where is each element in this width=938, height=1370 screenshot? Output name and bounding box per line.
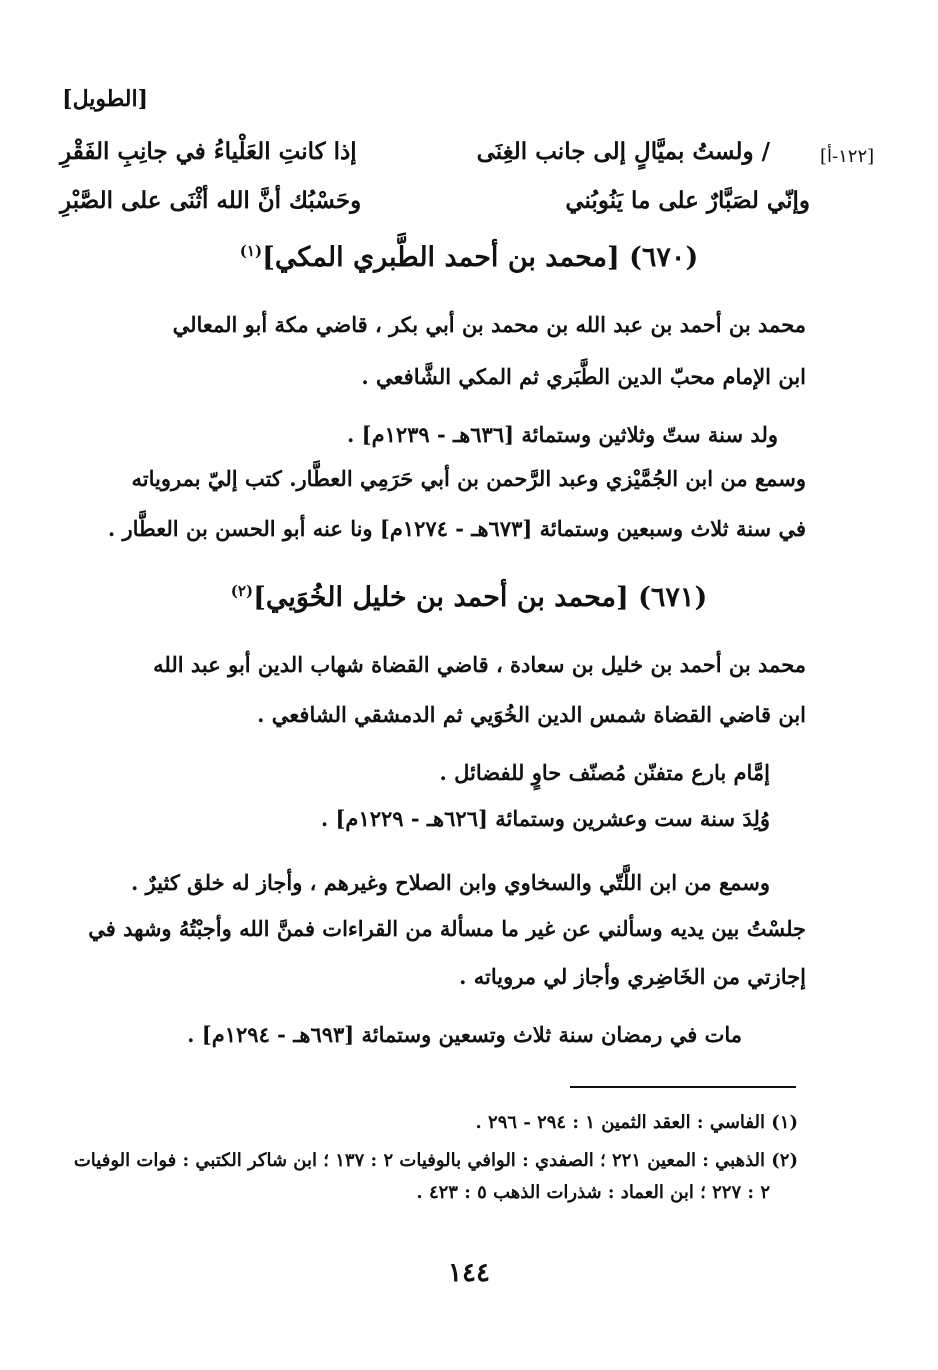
entry-671-line-7: إجازتي من الخَاضِري وأجاز لي مروياته . <box>459 964 806 989</box>
entry-671-title: (٦٧١) [محمد بن أحمد بن خليل الخُوَيي] <box>253 582 708 613</box>
entry-670-heading <box>0 242 938 273</box>
entry-670-line-1: محمد بن أحمد بن عبد الله بن محمد بن أبي بكر ، قاضي مكة أبو المعالي <box>172 312 806 337</box>
entry-670-line-2: ابن الإمام محبّ الدين الطَّبَري ثم المكي الشَّافعي . <box>361 364 806 389</box>
footnote-separator <box>570 1086 796 1088</box>
poetic-meter-label: [الطويل] <box>62 86 148 112</box>
verse-1-first-hemistich: / ولستُ بميَّالٍ إلى جانب الغِنَى <box>476 138 770 165</box>
verse-2-second-hemistich: وحَسْبُك أنَّ الله أثْنَى على الصَّبْرِ <box>60 187 362 214</box>
entry-671-line-8: مات في رمضان سنة ثلاث وتسعين وستمائة [٦٩٣هـ - ١٢٩٤م] . <box>187 1022 742 1047</box>
page-number: ١٤٤ <box>448 1258 490 1288</box>
entry-670-line-5: في سنة ثلاث وسبعين وستمائة [٦٧٣هـ - ١٢٧٤م] ونا عنه أبو الحسن بن العطَّار . <box>107 516 806 541</box>
verse-1-second-hemistich: إذا كانتِ العَلْياءُ في جانِبِ الفَقْرِ <box>60 138 357 165</box>
entry-671-heading <box>0 582 938 613</box>
entry-671-line-4: وُلِدَ سنة ست وعشرين وستمائة [٦٢٦هـ - ١٢٢٩م] . <box>320 806 770 831</box>
footnote-ref-2: (٢) <box>230 582 254 600</box>
verse-2-first-hemistich: وإنّي لصَبَّارٌ على ما يَنُوبُني <box>565 187 810 214</box>
entry-671-line-6: جلسْتُ بين يديه وسألني عن غير ما مسألة من القراءات فمنَّ الله وأجبْتُهُ وشهد في <box>88 916 806 941</box>
entry-671-line-1: محمد بن أحمد بن خليل بن سعادة ، قاضي القضاة شهاب الدين أبو عبد الله <box>153 652 806 677</box>
entry-670-line-3: ولد سنة ستّ وثلاثين وستمائة [٦٣٦هـ - ١٢٣٩م] . <box>347 422 778 447</box>
footnote-ref-1: (١) <box>239 242 263 260</box>
entry-670-title: (٦٧٠) [محمد بن أحمد الطَّبري المكي] <box>262 242 699 273</box>
entry-670-line-4: وسمع من ابن الجُمَّيْزي وعبد الرَّحمن بن أبي حَرَمِي العطَّار. كتب إليّ بمروياته <box>131 466 806 491</box>
manuscript-folio-marker: [١٢٢-أ] <box>820 146 875 167</box>
footnote-2-line-2: ٢ : ٢٢٧ ؛ ابن العماد : شذرات الذهب ٥ : ٤٢٣ . <box>416 1182 770 1203</box>
entry-671-line-5: وسمع من ابن اللَّتّي والسخاوي وابن الصلاح وغيرهم ، وأجاز له خلق كثيرٌ . <box>130 870 770 895</box>
footnote-1: (١) الفاسي : العقد الثمين ١ : ٢٩٤ - ٢٩٦ . <box>475 1112 798 1133</box>
entry-671-line-3: إمَّام بارع متفنّن مُصنّف حاوٍ للفضائل . <box>439 760 770 785</box>
entry-671-line-2: ابن قاضي القضاة شمس الدين الخُوَيي ثم الدمشقي الشافعي . <box>257 702 806 727</box>
footnote-2-line-1: (٢) الذهبي : المعين ٢٢١ ؛ الصفدي : الوافي بالوفيات ٢ : ١٣٧ ؛ ابن شاكر الكتبي : فوات الوفيات <box>73 1150 798 1171</box>
